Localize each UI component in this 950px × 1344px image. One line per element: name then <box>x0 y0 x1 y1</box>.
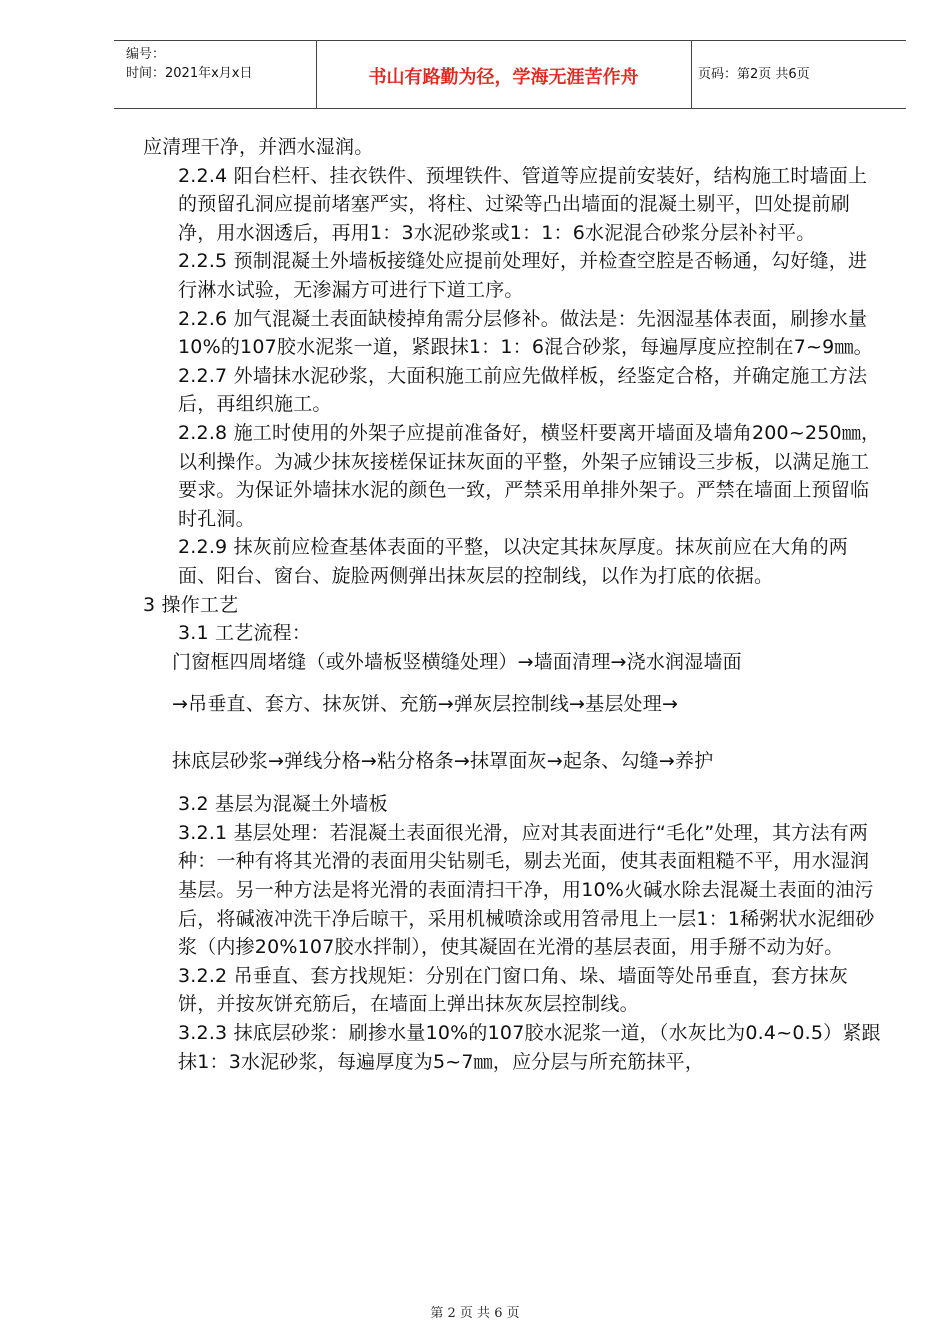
paragraph: 2.2.9 抹灰前应检查基体表面的平整，以决定其抹灰厚度。抹灰前应在大角的两面、阳台、窗台、旋脸两侧弹出抹灰层的控制线，以作为打底的依据。 <box>178 536 848 587</box>
subsection-heading: 3.2 基层为混凝土外墙板 <box>178 793 388 816</box>
document-body <box>143 133 885 1076</box>
header-divider <box>691 41 692 108</box>
header-meta <box>126 45 252 83</box>
subsection-heading: 3.1 工艺流程： <box>178 622 312 645</box>
header-time: 时间：2021年x月x日 <box>126 66 253 81</box>
paragraph: 3.2.3 抹底层砂浆：刷掺水量10%的107胶水泥浆一道，（水灰比为0.4~0.5）紧跟抹1：3水泥砂浆，每遍厚度为5~7㎜，应分层与所充筋抹平， <box>178 1022 881 1073</box>
paragraph: 2.2.6 加气混凝土表面缺棱掉角需分层修补。做法是：先洇湿基体表面，刷掺水量10%的107胶水泥浆一道，紧跟抹1：1：6混合砂浆，每遍厚度应控制在7~9㎜。 <box>178 307 873 359</box>
paragraph: 2.2.7 外墙抹水泥砂浆，大面积施工前应先做样板，经鉴定合格，并确定施工方法后，再组织施工。 <box>178 364 868 416</box>
header-motto: 书山有路勤为径，学海无涯苦作舟 <box>368 67 639 88</box>
process-flow-line: 抹底层砂浆→弹线分格→粘分格条→抹罩面灰→起条、勾缝→养护 <box>172 750 714 773</box>
page-footer: 第 2 页 共 6 页 <box>430 1306 520 1321</box>
paragraph: 2.2.5 预制混凝土外墙板接缝处应提前处理好，并检查空腔是否畅通，勾好缝，进行淋水试验，无渗漏方可进行下道工序。 <box>178 250 868 301</box>
paragraph: 2.2.4 阳台栏杆、挂衣铁件、预埋铁件、管道等应提前安装好，结构施工时墙面上的预留孔洞应提前堵塞严实，将柱、过梁等凸出墙面的混凝土剔平，凹处提前刷净，用水洇透后，再用1：3水泥砂浆或1：1：6水泥混合砂浆分层补衬平。 <box>178 164 868 244</box>
process-flow-line: 门窗框四周堵缝（或外墙板竖横缝处理）→墙面清理→浇水润湿墙面 <box>172 650 742 673</box>
page-header <box>114 40 906 109</box>
header-page-info: 页码：第2页 共6页 <box>698 67 810 82</box>
paragraph: 3.2.1 基层处理：若混凝土表面很光滑，应对其表面进行“毛化”处理，其方法有两种：一种有将其光滑的表面用尖钻剔毛，剔去光面，使其表面粗糙不平，用水湿润基层。另一种方法是将光滑的表面清扫干净，用10%火碱水除去混凝土表面的油污后，将碱液冲洗干净后晾干，采用机械喷涂或用笤帚甩上一层1：1稀粥状水泥细砂浆（内掺20%107胶水拌制），使其凝固在光滑的基层表面，用手掰不动为好。 <box>178 821 875 959</box>
paragraph: 3.2.2 吊垂直、套方找规矩：分别在门窗口角、垛、墙面等处吊垂直，套方抹灰饼，并按灰饼充筋后，在墙面上弹出抹灰灰层控制线。 <box>178 964 848 1016</box>
process-flow-line: →吊垂直、套方、抹灰饼、充筋→弹灰层控制线→基层处理→ <box>172 693 679 716</box>
paragraph: 2.2.8 施工时使用的外架子应提前准备好，横竖杆要离开墙面及墙角200~250㎜，以利操作。为减少抹灰接槎保证抹灰面的平整，外架子应铺设三步板，以满足施工要求。为保证外墙抹水泥的颜色一致，严禁采用单排外架子。严禁在墙面上预留临时孔洞。 <box>178 421 881 530</box>
section-heading: 3 操作工艺 <box>143 593 239 616</box>
header-number: 编号： <box>126 47 166 62</box>
paragraph: 应清理干净，并洒水湿润。 <box>143 136 374 158</box>
